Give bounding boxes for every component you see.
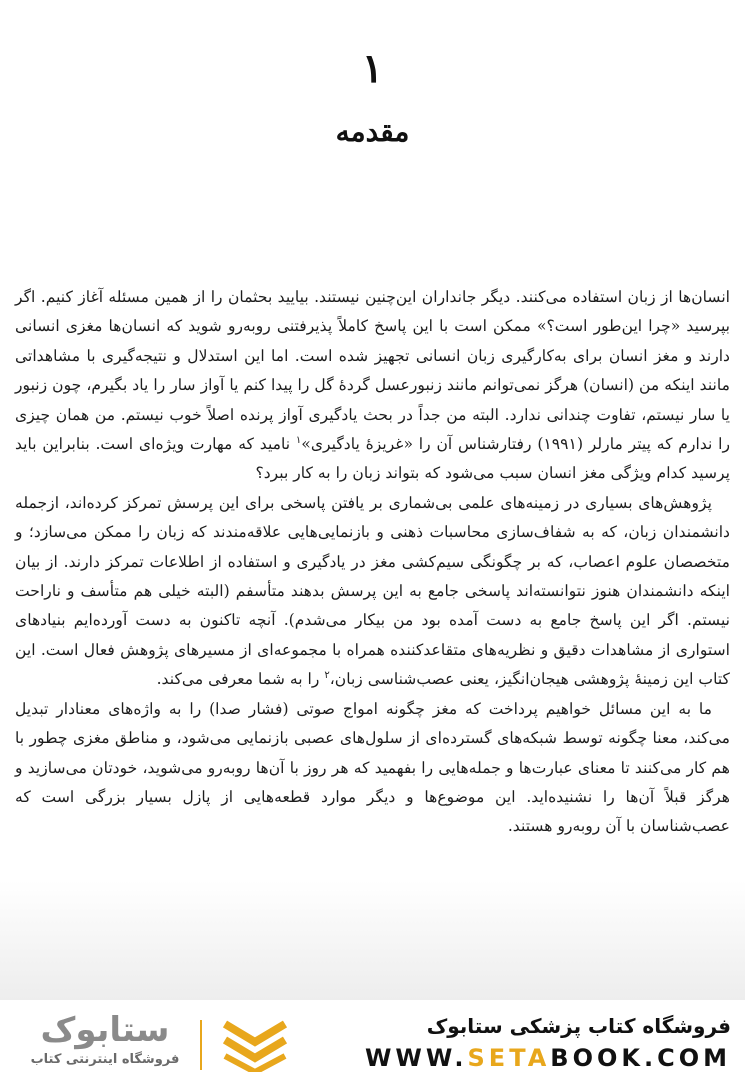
store-name: فروشگاه کتاب پزشکی ستابوک	[426, 1014, 731, 1038]
chapter-title: مقدمه	[335, 115, 410, 148]
paragraph-2	[15, 489, 730, 695]
logo-divider	[200, 1020, 202, 1070]
paragraph-3	[15, 695, 730, 842]
footnote-marker: ۱	[295, 434, 302, 446]
url-suffix: BOOK.COM	[550, 1044, 731, 1072]
logo-tagline: فروشگاه اینترنتی کتاب	[30, 1052, 180, 1067]
body-text	[15, 283, 730, 842]
logo-wordmark: ستابوک	[40, 1010, 170, 1050]
url-accent: SETA	[467, 1044, 551, 1072]
paragraph-text: انسان‌ها از زبان استفاده می‌کنند. دیگر جانداران این‌چنین نیستند. بیایید بحثمان را از همین مسئله آغاز کنیم. اگر بپرسید «چرا این‌طور است؟» ممکن است با این پاسخ کاملاً پذیرفتنی روبه‌رو شوید که انسان‌ها مغزی انسانی دارند و مغز انسان برای به‌کارگیری زبان انسانی تجهیز شده است. اما این استدلال و نتیجه‌گیری با مشاهداتی مانند اینکه من (انسان) هرگز نمی‌توانم مانند زنبورعسل گردهٔ گل را پیدا کنم یا آواز سار را یاد بگیرم، چون زنبور یا سار نیستم، تفاوت چندانی ندارد. البته من جداً در بحث یادگیری آواز پرنده اصلاً خوب نیستم. من همان چیزی را ندارم که پیتر مارلر (۱۹۹۱) رفتارشناس آن را «غریزهٔ یادگیری»	[15, 288, 730, 454]
paragraph-text: را به شما معرفی می‌کند.	[156, 670, 325, 689]
url-prefix: WWW.	[364, 1044, 468, 1072]
book-stack-icon	[220, 1014, 290, 1072]
store-logo[interactable]	[30, 1012, 290, 1074]
paragraph-text: پژوهش‌های بسیاری در زمینه‌های علمی بی‌شماری بر یافتن پاسخی برای این پرسش تمرکز کرده‌اند، ازجمله دانشمندان زبان، که به شفاف‌سازی محاسبات ذهنی و بازنمایی‌هایی علاقه‌مندند که زبان را ممکن می‌سازد؛ و متخصصان علوم اعصاب، که بر چگونگی سیم‌کشی مغز در یادگیری و استفاده از اطلاعات تمرکز دارند. از بیان اینکه دانشمندان هنوز نتوانسته‌اند پاسخی جامع به این پرسش بدهند متأسفم (البته خیلی هم متأسف و ناراحت نیستم. اگر این پاسخ جامع به دست آمده بود من بیکار می‌شدم). آنچه تاکنون به دست آورده‌ایم بنیادهای استواری از مشاهدات دقیق و نظریه‌های متقاعدکننده همراه با مجموعه‌ای از مسیرهای پژوهش فعال است. این کتاب این زمینهٔ پژوهشی هیجان‌انگیز، یعنی عصب‌شناسی زبان،	[15, 493, 730, 689]
paragraph-text: نامید که مهارت ویژه‌ای است. بنابراین باید پرسید کدام ویژگی مغز انسان سبب می‌شود که بتواند زبان را به کار ببرد؟	[15, 435, 730, 483]
paragraph-text: ما به این مسائل خواهیم پرداخت که مغز چگونه امواج صوتی (فشار صدا) را به واژه‌های معنادار تبدیل می‌کند، معنا چگونه توسط شبکه‌های گسترده‌ای از سلول‌های عصبی بازنمایی می‌شود، و مناطق مغزی چطور با هم کار می‌کنند تا معنای عبارت‌ها و جمله‌هایی را بفهمید که هر روز با آن‌ها روبه‌رو می‌شوید، خودتان می‌سازید و هرگز قبلاً آن‌ها را نشنیده‌اید. این موضوع‌ها و دیگر موارد قطعه‌هایی از پازل بسیار بزرگی است که عصب‌شناسان با آن روبه‌رو هستند.	[15, 699, 730, 836]
footnote-marker: ۲	[324, 670, 330, 682]
site-url[interactable]	[365, 1044, 731, 1072]
chapter-number: ۱	[361, 45, 384, 92]
store-footer	[0, 1000, 745, 1079]
paragraph-1	[15, 283, 730, 489]
